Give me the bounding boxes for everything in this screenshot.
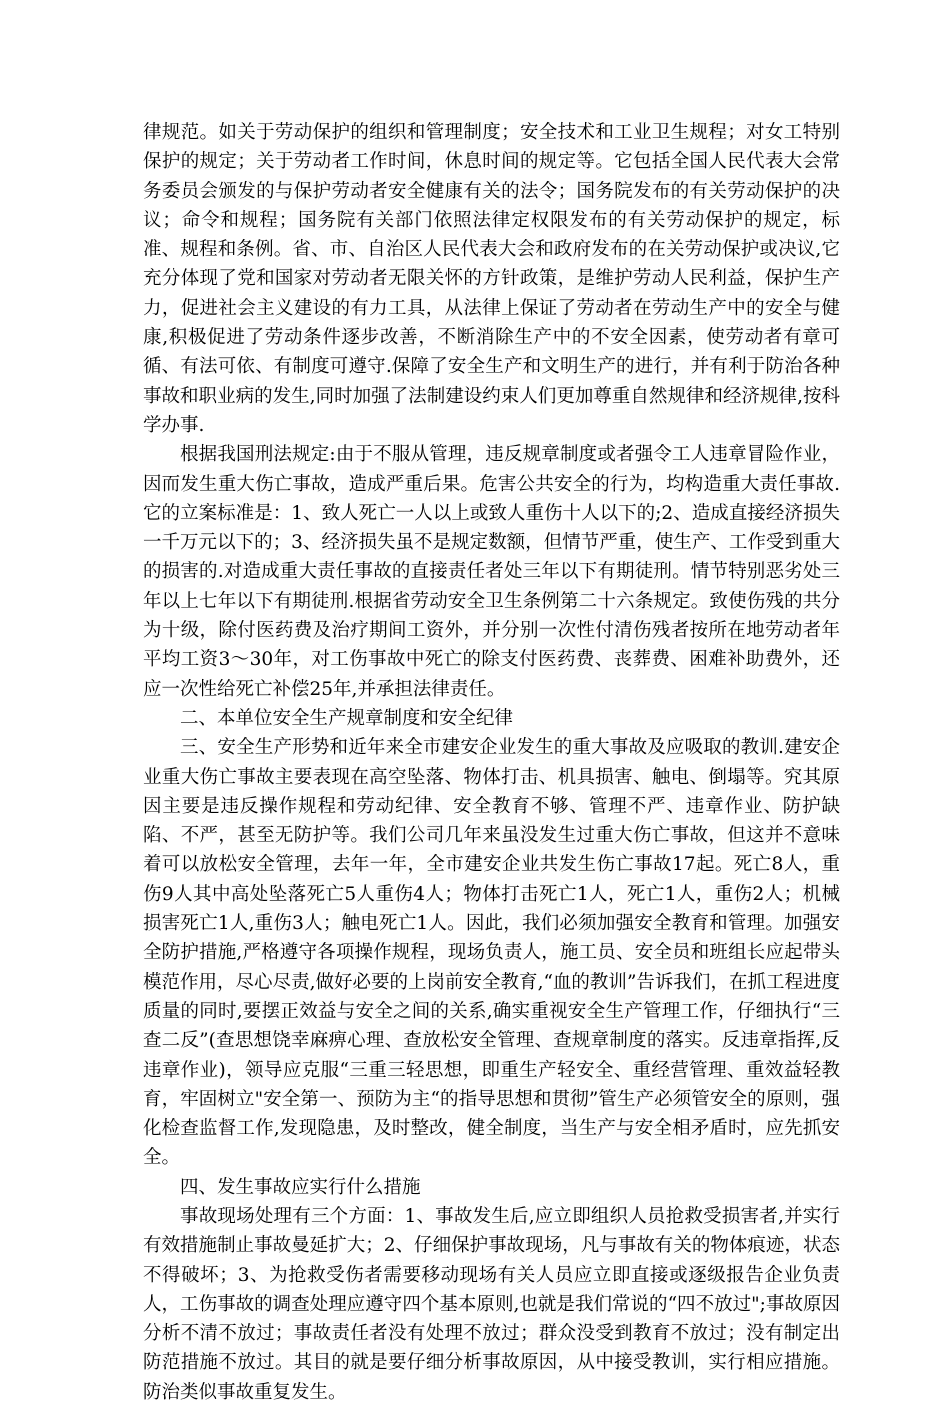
document-body	[143, 118, 840, 1407]
paragraph-safety-situation: 三、安全生产形势和近年来全市建安企业发生的重大事故及应吸取的教训.建安企业重大伤亡事故主要表现在高空坠落、物体打击、机具损害、触电、倒塌等。究其原因主要是违反操作规程和劳动纪律、安全教育不够、管理不严、违章作业、防护缺陷、不严，甚至无防护等。我们公司几年来虽没发生过重大伤亡事故，但这并不意味着可以放松安全管理，去年一年，全市建安企业共发生伤亡事故17起。死亡8人，重伤9人其中高处坠落死亡5人重伤4人；物体打击死亡1人，死亡1人，重伤2人；机械损害死亡1人,重伤3人；触电死亡1人。因此，我们必须加强安全教育和管理。加强安全防护措施,严格遵守各项操作规程，现场负责人，施工员、安全员和班组长应起带头模范作用，尽心尽责,做好必要的上岗前安全教育,“血的教训”告诉我们，在抓工程进度质量的同时,要摆正效益与安全之间的关系,确实重视安全生产管理工作，仔细执行“三查二反”(查思想饶幸麻痹心理、查放松安全管理、查规章制度的落实。反违章指挥,反违章作业)，领导应克服“三重三轻思想，即重生产轻安全、重经营管理、重效益轻教育，牢固树立"安全第一、预防为主“的指导思想和贯彻”管生产必须管安全的原则，强化检查监督工作,发现隐患，及时整改，健全制度，当生产与安全相矛盾时，应先抓安全。	[143, 737, 840, 1169]
section-heading-accident-measures: 四、发生事故应实行什么措施	[180, 1176, 421, 1198]
paragraph-criminal-law: 根据我国刑法规定:由于不服从管理，违反规章制度或者强令工人违章冒险作业，因而发生重大伤亡事故，造成严重后果。危害公共安全的行为，均构造重大责任事故.它的立案标准是：1、致人死亡一人以上或致人重伤十人以下的;2、造成直接经济损失一千万元以下的；3、经济损失虽不是规定数额，但情节严重，使生产、工作受到重大的损害的.对造成重大责任事故的直接责任者处三年以下有期徒刑。情节特别恶劣处三年以上七年以下有期徒刑.根据省劳动安全卫生条例第二十六条规定。致使伤残的共分为十级，除付医药费及治疗期间工资外，并分别一次性付清伤残者按所在地劳动者年平均工资3～30年，对工伤事故中死亡的除支付医药费、丧葬费、困难补助费外，还应一次性给死亡补偿25年,并承担法律责任。	[143, 444, 840, 700]
paragraph-accident-handling: 事故现场处理有三个方面：1、事故发生后,应立即组织人员抢救受损害者,并实行有效措施制止事故曼延扩大；2、仔细保护事故现场，凡与事故有关的物体痕迹，状态不得破坏；3、为抢救受伤者需要移动现场有关人员应立即直接或逐级报告企业负责人，工伤事故的调查处理应遵守四个基本原则,也就是我们常说的“四不放过";事故原因分析不清不放过；事故责任者没有处理不放过；群众没受到教育不放过；没有制定出防范措施不放过。其目的就是要仔细分析事故原因，从中接受教训，实行相应措施。防治类似事故重复发生。	[143, 1205, 840, 1403]
paragraph-labor-protection-regulations: 律规范。如关于劳动保护的组织和管理制度；安全技术和工业卫生规程；对女工特别保护的规定；关于劳动者工作时间，休息时间的规定等。它包括全国人民代表大会常务委员会颁发的与保护劳动者安全健康有关的法令；国务院发布的有关劳动保护的决议；命令和规程；国务院有关部门依照法律定权限发布的有关劳动保护的规定，标准、规程和条例。省、市、自治区人民代表大会和政府发布的在关劳动保护或决议,它充分体现了党和国家对劳动者无限关怀的方针政策，是维护劳动人民利益，保护生产力，促进社会主义建设的有力工具，从法律上保证了劳动者在劳动生产中的安全与健康,积极促进了劳动条件逐步改善，不断消除生产中的不安全因素，使劳动者有章可循、有法可依、有制度可遵守.保障了安全生产和文明生产的进行，并有利于防治各种事故和职业病的发生,同时加强了法制建设约束人们更加尊重自然规律和经济规律,按科学办事.	[143, 122, 840, 436]
section-heading-unit-rules: 二、本单位安全生产规章制度和安全纪律	[180, 707, 514, 729]
